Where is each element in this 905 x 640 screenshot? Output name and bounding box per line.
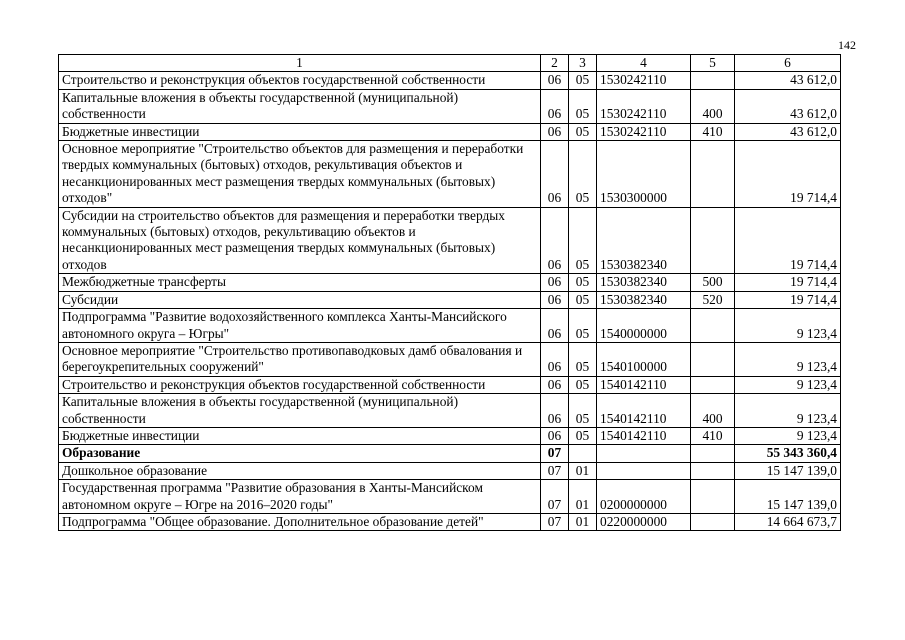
row-amount: 55 343 360,4 xyxy=(735,445,841,462)
row-subsection: 01 xyxy=(569,513,597,530)
table-row xyxy=(59,291,841,308)
table-row xyxy=(59,123,841,140)
table-row xyxy=(59,89,841,123)
table-row xyxy=(59,427,841,444)
row-section: 06 xyxy=(541,141,569,208)
table-row xyxy=(59,141,841,208)
table-row xyxy=(59,72,841,89)
row-amount: 9 123,4 xyxy=(735,376,841,393)
row-target-code xyxy=(597,462,691,479)
row-amount: 15 147 139,0 xyxy=(735,480,841,514)
row-expense-type xyxy=(691,141,735,208)
header-col-1: 1 xyxy=(59,55,541,72)
row-name: Бюджетные инвестиции xyxy=(59,427,541,444)
row-name: Субсидии xyxy=(59,291,541,308)
row-expense-type xyxy=(691,72,735,89)
row-section: 06 xyxy=(541,291,569,308)
row-name: Основное мероприятие "Строительство объектов для размещения и переработки твердых коммунальных (бытовых) отходов, рекультивация объектов и несанкционированных мест размещения твердых коммунальных (бытовых) отходов" xyxy=(59,141,541,208)
row-subsection: 05 xyxy=(569,394,597,428)
budget-table xyxy=(58,54,841,531)
row-amount: 43 612,0 xyxy=(735,123,841,140)
row-name: Государственная программа "Развитие образования в Ханты-Мансийском автономном округе – Югре на 2016–2020 годы" xyxy=(59,480,541,514)
row-section: 07 xyxy=(541,462,569,479)
header-col-3: 3 xyxy=(569,55,597,72)
row-target-code: 1530242110 xyxy=(597,72,691,89)
row-name: Основное мероприятие "Строительство противопаводковых дамб обвалования и берегоукрепительных сооружений" xyxy=(59,342,541,376)
row-section: 06 xyxy=(541,274,569,291)
row-subsection xyxy=(569,445,597,462)
row-target-code: 1530382340 xyxy=(597,207,691,274)
row-section: 06 xyxy=(541,376,569,393)
table-body xyxy=(59,72,841,531)
row-section: 06 xyxy=(541,427,569,444)
table-row xyxy=(59,342,841,376)
row-subsection: 05 xyxy=(569,427,597,444)
row-expense-type xyxy=(691,462,735,479)
row-expense-type: 410 xyxy=(691,427,735,444)
row-name: Строительство и реконструкция объектов государственной собственности xyxy=(59,376,541,393)
row-subsection: 05 xyxy=(569,89,597,123)
row-target-code: 0200000000 xyxy=(597,480,691,514)
row-section: 06 xyxy=(541,342,569,376)
row-subsection: 05 xyxy=(569,123,597,140)
row-expense-type xyxy=(691,342,735,376)
row-expense-type: 410 xyxy=(691,123,735,140)
row-expense-type xyxy=(691,480,735,514)
row-name: Межбюджетные трансферты xyxy=(59,274,541,291)
row-amount: 43 612,0 xyxy=(735,72,841,89)
row-target-code: 1540100000 xyxy=(597,342,691,376)
header-col-2: 2 xyxy=(541,55,569,72)
page-number: 142 xyxy=(838,38,856,52)
row-target-code: 1540142110 xyxy=(597,427,691,444)
header-col-6: 6 xyxy=(735,55,841,72)
row-expense-type xyxy=(691,207,735,274)
row-amount: 19 714,4 xyxy=(735,141,841,208)
row-name: Строительство и реконструкция объектов государственной собственности xyxy=(59,72,541,89)
table-row xyxy=(59,207,841,274)
row-target-code: 1540000000 xyxy=(597,309,691,343)
row-amount: 19 714,4 xyxy=(735,207,841,274)
row-subsection: 05 xyxy=(569,274,597,291)
row-amount: 9 123,4 xyxy=(735,427,841,444)
row-target-code: 0220000000 xyxy=(597,513,691,530)
row-name: Бюджетные инвестиции xyxy=(59,123,541,140)
row-amount: 15 147 139,0 xyxy=(735,462,841,479)
row-subsection: 05 xyxy=(569,376,597,393)
row-name: Капитальные вложения в объекты государственной (муниципальной) собственности xyxy=(59,89,541,123)
row-expense-type xyxy=(691,376,735,393)
row-section: 07 xyxy=(541,513,569,530)
row-subsection: 01 xyxy=(569,480,597,514)
header-row xyxy=(59,55,841,72)
row-name: Подпрограмма "Общее образование. Дополнительное образование детей" xyxy=(59,513,541,530)
row-subsection: 05 xyxy=(569,342,597,376)
row-amount: 43 612,0 xyxy=(735,89,841,123)
row-expense-type: 500 xyxy=(691,274,735,291)
row-subsection: 05 xyxy=(569,291,597,308)
row-expense-type: 400 xyxy=(691,89,735,123)
table-row xyxy=(59,394,841,428)
row-target-code xyxy=(597,445,691,462)
table-row xyxy=(59,445,841,462)
row-subsection: 05 xyxy=(569,72,597,89)
row-section: 07 xyxy=(541,445,569,462)
row-section: 06 xyxy=(541,394,569,428)
row-expense-type xyxy=(691,309,735,343)
row-expense-type xyxy=(691,513,735,530)
table-row xyxy=(59,274,841,291)
row-amount: 19 714,4 xyxy=(735,291,841,308)
row-target-code: 1530242110 xyxy=(597,89,691,123)
row-name: Субсидии на строительство объектов для размещения и переработки твердых коммунальных (бытовых) отходов, рекультивацию объектов и несанкционированных мест размещения твердых коммунальных (бытовых) отходов xyxy=(59,207,541,274)
row-name: Капитальные вложения в объекты государственной (муниципальной) собственности xyxy=(59,394,541,428)
row-name: Дошкольное образование xyxy=(59,462,541,479)
row-section: 06 xyxy=(541,207,569,274)
row-amount: 9 123,4 xyxy=(735,342,841,376)
row-subsection: 01 xyxy=(569,462,597,479)
row-target-code: 1530382340 xyxy=(597,274,691,291)
row-expense-type: 400 xyxy=(691,394,735,428)
header-col-4: 4 xyxy=(597,55,691,72)
row-amount: 9 123,4 xyxy=(735,309,841,343)
table-row xyxy=(59,376,841,393)
row-section: 06 xyxy=(541,309,569,343)
table-row xyxy=(59,513,841,530)
row-name: Образование xyxy=(59,445,541,462)
row-section: 06 xyxy=(541,72,569,89)
row-amount: 19 714,4 xyxy=(735,274,841,291)
row-name: Подпрограмма "Развитие водохозяйственного комплекса Ханты-Мансийского автономного округа – Югры" xyxy=(59,309,541,343)
row-target-code: 1530242110 xyxy=(597,123,691,140)
row-subsection: 05 xyxy=(569,141,597,208)
row-amount: 9 123,4 xyxy=(735,394,841,428)
row-section: 07 xyxy=(541,480,569,514)
row-subsection: 05 xyxy=(569,207,597,274)
row-target-code: 1530382340 xyxy=(597,291,691,308)
row-target-code: 1540142110 xyxy=(597,394,691,428)
row-target-code: 1530300000 xyxy=(597,141,691,208)
row-target-code: 1540142110 xyxy=(597,376,691,393)
row-expense-type: 520 xyxy=(691,291,735,308)
table-row xyxy=(59,462,841,479)
row-section: 06 xyxy=(541,89,569,123)
row-amount: 14 664 673,7 xyxy=(735,513,841,530)
header-col-5: 5 xyxy=(691,55,735,72)
table-row xyxy=(59,480,841,514)
row-expense-type xyxy=(691,445,735,462)
row-subsection: 05 xyxy=(569,309,597,343)
table-row xyxy=(59,309,841,343)
row-section: 06 xyxy=(541,123,569,140)
